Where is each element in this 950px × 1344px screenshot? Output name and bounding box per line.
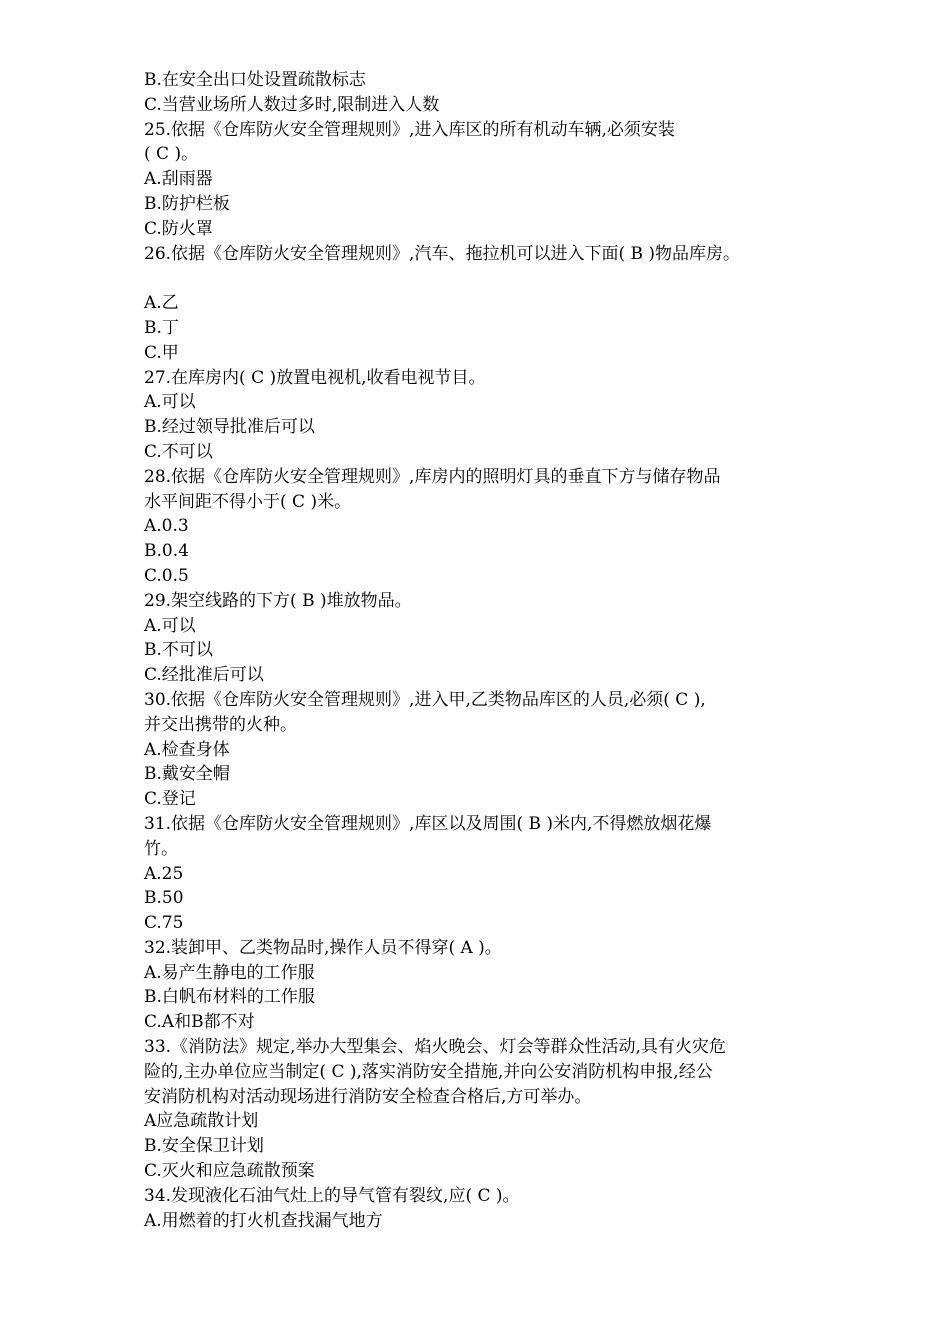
option-line: C.75 <box>144 913 184 934</box>
question-line: 29.架空线路的下方( B )堆放物品。 <box>144 590 412 611</box>
option-line: C.灭火和应急疏散预案 <box>144 1161 315 1182</box>
option-line: B.经过领导批准后可以 <box>144 417 315 438</box>
option-line: B.50 <box>144 888 184 909</box>
option-line: B.不可以 <box>144 640 213 661</box>
option-line: A.用燃着的打火机查找漏气地方 <box>144 1210 383 1231</box>
option-line: A.0.3 <box>144 516 189 537</box>
question-line: 水平间距不得小于( C )米。 <box>144 491 352 512</box>
document-page <box>144 68 824 1233</box>
option-line: B.安全保卫计划 <box>144 1136 264 1157</box>
option-line: A.可以 <box>144 615 196 636</box>
option-line: C.登记 <box>144 789 196 810</box>
option-line: C.A和B都不对 <box>144 1012 255 1033</box>
option-line: B.在安全出口处设置疏散标志 <box>144 70 366 90</box>
question-line: 险的,主办单位应当制定( C ),落实消防安全措施,并向公安消防机构申报,经公 <box>144 1061 713 1082</box>
option-line: A应急疏散计划 <box>144 1111 259 1132</box>
question-line: 30.依据《仓库防火安全管理规则》,进入甲,乙类物品库区的人员,必须( C ), <box>144 689 706 710</box>
option-line: B.戴安全帽 <box>144 764 230 785</box>
option-line: C.甲 <box>144 342 179 363</box>
option-line: A.易产生静电的工作服 <box>144 962 315 983</box>
question-line: 竹。 <box>144 838 178 859</box>
question-line: 并交出携带的火种。 <box>144 714 297 735</box>
option-line: A.25 <box>144 863 184 884</box>
option-line: C.经批准后可以 <box>144 665 264 686</box>
option-line: B.防护栏板 <box>144 193 230 214</box>
option-line: B.白帆布材料的工作服 <box>144 987 315 1008</box>
option-line: A.可以 <box>144 392 196 413</box>
question-line: 34.发现液化石油气灶上的导气管有裂纹,应( C )。 <box>144 1185 520 1206</box>
option-line: C.防火罩 <box>144 218 213 239</box>
option-line: C.不可以 <box>144 441 213 462</box>
question-line: 28.依据《仓库防火安全管理规则》,库房内的照明灯具的垂直下方与储存物品 <box>144 466 721 487</box>
question-line: 26.依据《仓库防火安全管理规则》,汽车、拖拉机可以进入下面( B )物品库房。 <box>144 243 741 264</box>
option-line: A.刮雨器 <box>144 169 213 190</box>
question-line: 25.依据《仓库防火安全管理规则》,进入库区的所有机动车辆,必须安装 <box>144 119 675 140</box>
question-line: 33.《消防法》规定,举办大型集会、焰火晚会、灯会等群众性活动,具有火灾危 <box>144 1037 726 1058</box>
option-line: B.0.4 <box>144 541 189 562</box>
question-line: 27.在库房内( C )放置电视机,收看电视节目。 <box>144 367 486 388</box>
option-line: B.丁 <box>144 317 179 338</box>
question-line: ( C )。 <box>144 144 199 165</box>
blank-line <box>144 266 824 291</box>
option-line: A.乙 <box>144 293 179 314</box>
question-line: 安消防机构对活动现场进行消防安全检查合格后,方可举办。 <box>144 1086 592 1107</box>
option-line: C.0.5 <box>144 565 189 586</box>
option-line: C.当营业场所人数过多时,限制进入人数 <box>144 94 440 115</box>
option-line: A.检查身体 <box>144 739 230 760</box>
question-line: 32.装卸甲、乙类物品时,操作人员不得穿( A )。 <box>144 937 502 958</box>
question-line: 31.依据《仓库防火安全管理规则》,库区以及周围( B )米内,不得燃放烟花爆 <box>144 813 712 834</box>
